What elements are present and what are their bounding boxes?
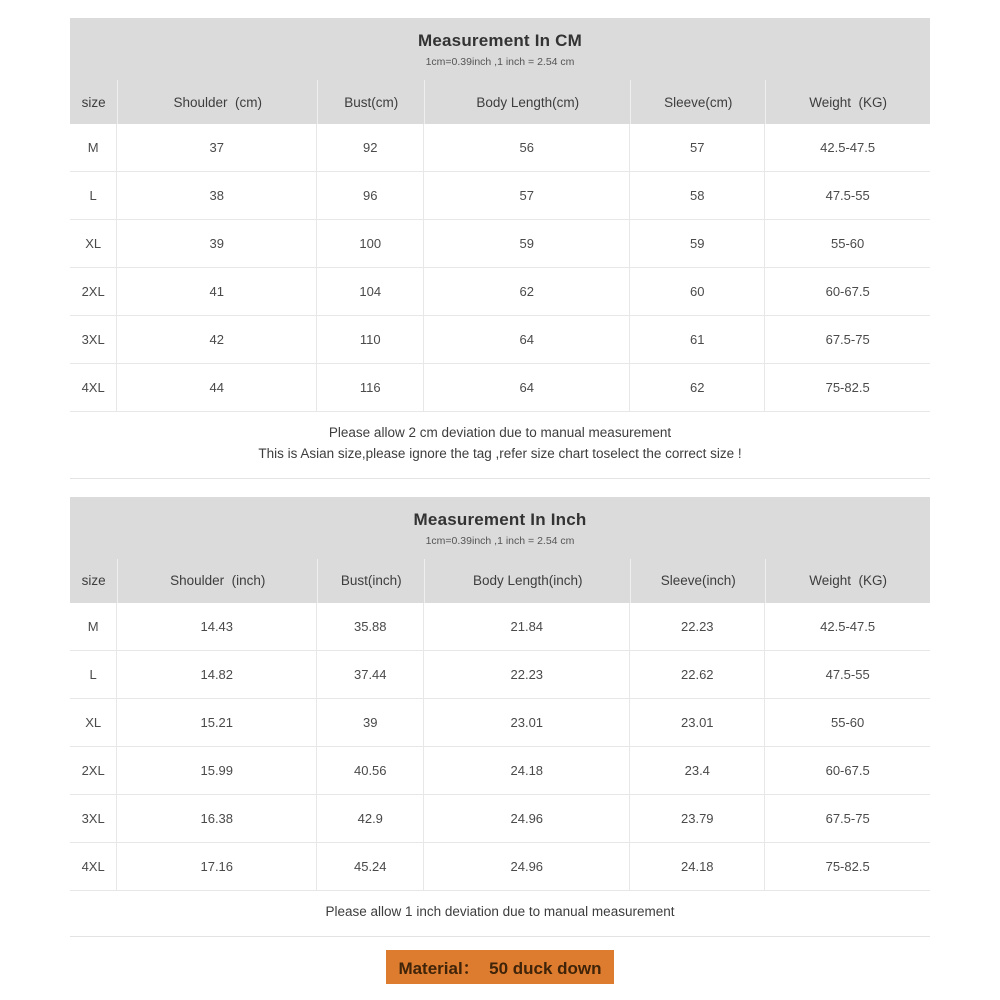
value-cell: 116	[317, 364, 424, 412]
size-cell: 3XL	[70, 795, 117, 843]
value-cell: 41	[117, 268, 317, 316]
value-cell: 60	[630, 268, 765, 316]
table-row	[70, 268, 930, 316]
value-cell: 23.01	[630, 699, 765, 747]
value-cell: 15.21	[117, 699, 317, 747]
material-badge: Material： 50 duck down	[386, 950, 613, 984]
inch-note-deviation: Please allow 1 inch deviation due to manual measurement	[325, 903, 675, 919]
table-row	[70, 603, 930, 651]
table-row	[70, 651, 930, 699]
cm-table-title: Measurement In CM	[418, 31, 582, 50]
value-cell: 42	[117, 316, 317, 364]
value-cell: 56	[424, 124, 630, 172]
inch-size-table	[70, 559, 930, 891]
column-header: Bust(inch)	[317, 559, 424, 603]
value-cell: 64	[424, 316, 630, 364]
table-row	[70, 699, 930, 747]
column-header: size	[70, 80, 117, 124]
value-cell: 59	[424, 220, 630, 268]
value-cell: 22.62	[630, 651, 765, 699]
value-cell: 100	[317, 220, 424, 268]
value-cell: 16.38	[117, 795, 317, 843]
value-cell: 14.82	[117, 651, 317, 699]
column-header: Weight (KG)	[765, 559, 930, 603]
value-cell: 24.96	[424, 843, 630, 891]
cm-note-asian-size: This is Asian size,please ignore the tag ,refer size chart toselect the correct size !	[258, 445, 742, 461]
table-row	[70, 795, 930, 843]
value-cell: 47.5-55	[765, 172, 930, 220]
cm-table-notes	[70, 412, 930, 479]
column-header: Bust(cm)	[317, 80, 424, 124]
value-cell: 42.5-47.5	[765, 124, 930, 172]
table-row	[70, 316, 930, 364]
value-cell: 62	[630, 364, 765, 412]
value-cell: 55-60	[765, 220, 930, 268]
column-header: Body Length(cm)	[424, 80, 630, 124]
value-cell: 67.5-75	[765, 795, 930, 843]
value-cell: 23.4	[630, 747, 765, 795]
inch-table-body	[70, 603, 930, 891]
value-cell: 39	[317, 699, 424, 747]
value-cell: 38	[117, 172, 317, 220]
value-cell: 39	[117, 220, 317, 268]
value-cell: 60-67.5	[765, 268, 930, 316]
value-cell: 61	[630, 316, 765, 364]
value-cell: 55-60	[765, 699, 930, 747]
value-cell: 75-82.5	[765, 843, 930, 891]
value-cell: 14.43	[117, 603, 317, 651]
value-cell: 24.96	[424, 795, 630, 843]
value-cell: 15.99	[117, 747, 317, 795]
value-cell: 40.56	[317, 747, 424, 795]
inch-measurement-section	[70, 497, 930, 937]
size-cell: 4XL	[70, 364, 117, 412]
table-row	[70, 364, 930, 412]
table-row	[70, 220, 930, 268]
column-header: Sleeve(inch)	[630, 559, 765, 603]
size-cell: M	[70, 124, 117, 172]
section-gap	[70, 479, 930, 497]
inch-table-subtitle: 1cm=0.39inch ,1 inch = 2.54 cm	[425, 534, 575, 547]
column-header: Sleeve(cm)	[630, 80, 765, 124]
inch-title-block	[70, 497, 930, 559]
table-row	[70, 747, 930, 795]
value-cell: 37	[117, 124, 317, 172]
column-header: Shoulder (cm)	[117, 80, 317, 124]
value-cell: 57	[630, 124, 765, 172]
column-header: Body Length(inch)	[424, 559, 630, 603]
column-header: Shoulder (inch)	[117, 559, 317, 603]
value-cell: 21.84	[424, 603, 630, 651]
value-cell: 22.23	[424, 651, 630, 699]
cm-size-table	[70, 80, 930, 412]
value-cell: 60-67.5	[765, 747, 930, 795]
value-cell: 17.16	[117, 843, 317, 891]
size-cell: XL	[70, 699, 117, 747]
cm-header-row	[70, 80, 930, 124]
size-cell: M	[70, 603, 117, 651]
value-cell: 23.79	[630, 795, 765, 843]
cm-note-deviation: Please allow 2 cm deviation due to manual measurement	[328, 425, 672, 440]
inch-header-row	[70, 559, 930, 603]
table-row	[70, 172, 930, 220]
value-cell: 35.88	[317, 603, 424, 651]
value-cell: 64	[424, 364, 630, 412]
value-cell: 37.44	[317, 651, 424, 699]
material-row	[70, 950, 930, 984]
size-cell: L	[70, 651, 117, 699]
value-cell: 22.23	[630, 603, 765, 651]
value-cell: 59	[630, 220, 765, 268]
value-cell: 92	[317, 124, 424, 172]
cm-table-subtitle: 1cm=0.39inch ,1 inch = 2.54 cm	[425, 56, 575, 68]
value-cell: 42.5-47.5	[765, 603, 930, 651]
column-header: Weight (KG)	[765, 80, 930, 124]
value-cell: 58	[630, 172, 765, 220]
value-cell: 110	[317, 316, 424, 364]
value-cell: 57	[424, 172, 630, 220]
size-cell: 4XL	[70, 843, 117, 891]
table-row	[70, 124, 930, 172]
value-cell: 24.18	[424, 747, 630, 795]
cm-title-block	[70, 18, 930, 80]
size-cell: L	[70, 172, 117, 220]
value-cell: 62	[424, 268, 630, 316]
column-header: size	[70, 559, 117, 603]
value-cell: 96	[317, 172, 424, 220]
value-cell: 44	[117, 364, 317, 412]
cm-table-header	[70, 80, 930, 124]
size-cell: 2XL	[70, 747, 117, 795]
value-cell: 45.24	[317, 843, 424, 891]
table-row	[70, 843, 930, 891]
size-cell: 3XL	[70, 316, 117, 364]
value-cell: 75-82.5	[765, 364, 930, 412]
value-cell: 23.01	[424, 699, 630, 747]
value-cell: 67.5-75	[765, 316, 930, 364]
cm-measurement-section	[70, 18, 930, 479]
value-cell: 24.18	[630, 843, 765, 891]
inch-table-notes	[70, 891, 930, 937]
size-cell: XL	[70, 220, 117, 268]
cm-table-body	[70, 124, 930, 412]
inch-table-header	[70, 559, 930, 603]
inch-table-title: Measurement In Inch	[413, 509, 587, 529]
value-cell: 47.5-55	[765, 651, 930, 699]
value-cell: 42.9	[317, 795, 424, 843]
size-cell: 2XL	[70, 268, 117, 316]
value-cell: 104	[317, 268, 424, 316]
